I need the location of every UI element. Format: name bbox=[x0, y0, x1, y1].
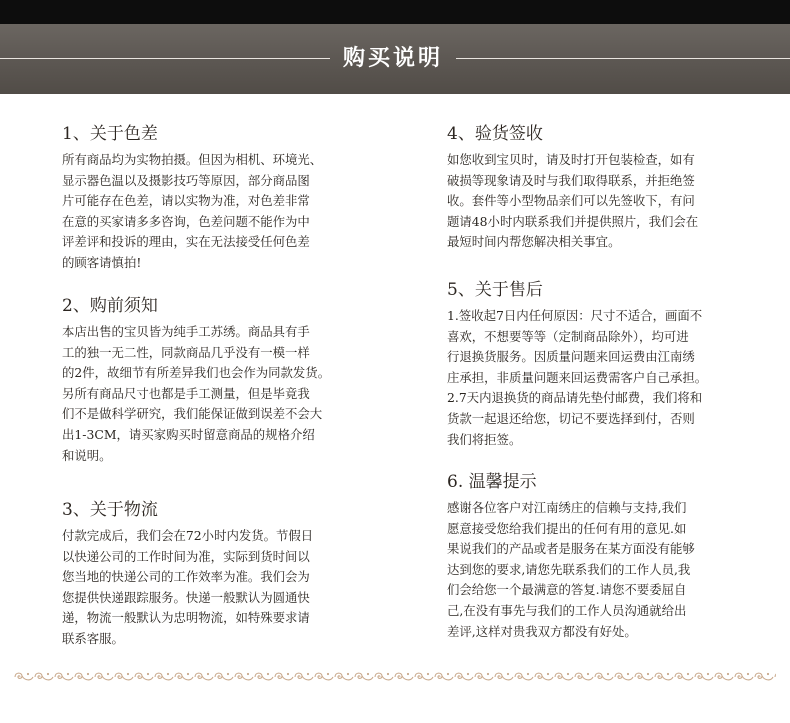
body-line: 出1-3CM，请买家购买时留意商品的规格介绍 bbox=[62, 426, 315, 442]
body-line: 达到您的要求,请您先联系我们的工作人员,我 bbox=[447, 561, 691, 577]
body-line: 题请48小时内联系我们并提供照片，我们会在 bbox=[447, 213, 699, 229]
body-line: 我们将拒签。 bbox=[447, 431, 522, 447]
body-line: 庄承担，非质量问题来回运费需客户自己承担。 bbox=[447, 369, 708, 385]
section-warm-tips bbox=[447, 472, 747, 642]
body-line: 工的独一无二性，同款商品几乎没有一模一样 bbox=[62, 344, 310, 360]
body-line: 以快递公司的工作时间为准，实际到货时间以 bbox=[62, 548, 310, 564]
body-line: 收。套件等小型物品亲们可以先签收下，有问 bbox=[447, 193, 695, 209]
body-line: 您当地的快递公司的工作效率为准。我们会为 bbox=[62, 569, 310, 585]
section-heading: 6. 温馨提示 bbox=[447, 472, 537, 492]
body-line: 您提供快递跟踪服务。快递一般默认为圆通快 bbox=[62, 589, 310, 605]
body-line: 评差评和投诉的理由，实在无法接受任何色差 bbox=[62, 234, 310, 250]
body-line: 行退换货服务。因质量问题来回运费由江南绣 bbox=[447, 349, 695, 365]
body-line: 本店出售的宝贝皆为纯手工苏绣。商品具有手 bbox=[62, 324, 310, 339]
section-after-sales bbox=[447, 280, 747, 450]
body-line: 差评,这样对贵我双方都没有好处。 bbox=[447, 623, 637, 639]
body-line: 果说我们的产品或者是服务在某方面没有能够 bbox=[447, 541, 695, 557]
body-line: 2.7天内退换货的商品请先垫付邮费，我们将和 bbox=[447, 390, 703, 406]
section-heading: 1、关于色差 bbox=[62, 124, 158, 144]
body-line: 感谢各位客户对江南绣庄的信赖与支持,我们 bbox=[447, 500, 687, 515]
section-inspection bbox=[447, 124, 747, 253]
body-line: 在意的买家请多多咨询，色差问题不能作为中 bbox=[62, 213, 310, 229]
body-line: 如您收到宝贝时，请及时打开包装检查，如有 bbox=[447, 152, 695, 167]
body-line: 的2件，故细节有所差异我们也会作为同款发货。 bbox=[62, 365, 331, 381]
body-line: 递，物流一般默认为忠明物流，如特殊要求请 bbox=[62, 610, 310, 626]
section-logistics bbox=[62, 500, 362, 650]
body-line: 们不是做科学研究，我们能保证做到误差不会大 bbox=[62, 406, 323, 422]
body-line: 货款一起退还给您，切记不要选择到付，否则 bbox=[447, 410, 695, 426]
section-heading: 3、关于物流 bbox=[62, 500, 158, 520]
body-line: 片可能存在色差，请以实物为准，对色差非常 bbox=[62, 193, 310, 209]
body-line: 付款完成后，我们会在72小时内发货。节假日 bbox=[62, 528, 314, 543]
body-line: 破损等现象请及时与我们取得联系，并拒绝签 bbox=[447, 172, 695, 188]
body-line: 们会给您一个最满意的答复.请您不要委屈自 bbox=[447, 582, 687, 598]
body-line: 所有商品均为实物拍摄。但因为相机、环境光、 bbox=[62, 152, 323, 167]
top-bar bbox=[0, 0, 790, 24]
body-line: 1.签收起7日内任何原因：尺寸不适合，画面不 bbox=[447, 308, 703, 323]
title-banner bbox=[0, 24, 790, 94]
banner-rule-right bbox=[456, 58, 790, 59]
scroll-ornament-icon bbox=[14, 670, 776, 684]
section-heading: 4、验货签收 bbox=[447, 124, 543, 144]
body-line: 喜欢，不想要等等（定制商品除外），均可进 bbox=[447, 328, 689, 344]
section-pre-purchase bbox=[62, 296, 362, 466]
body-line: 己,在没有事先与我们的工作人员沟通就给出 bbox=[447, 602, 687, 618]
banner-rule-left bbox=[0, 58, 330, 59]
section-color-difference bbox=[62, 124, 362, 274]
body-line: 的顾客请慎拍! bbox=[62, 254, 142, 270]
body-line: 愿意接受您给我们提出的任何有用的意见.如 bbox=[447, 520, 687, 536]
body-line: 联系客服。 bbox=[62, 630, 124, 646]
body-line: 和说明。 bbox=[62, 447, 112, 463]
body-line: 显示器色温以及摄影技巧等原因，部分商品图 bbox=[62, 172, 310, 188]
body-line: 最短时间内帮您解决相关事宜。 bbox=[447, 234, 621, 250]
section-heading: 2、购前须知 bbox=[62, 296, 158, 316]
section-heading: 5、关于售后 bbox=[447, 280, 543, 300]
page-title: 购买说明 bbox=[342, 46, 443, 71]
body-line: 另所有商品尺寸也都是手工测量，但是毕竟我 bbox=[62, 385, 310, 401]
